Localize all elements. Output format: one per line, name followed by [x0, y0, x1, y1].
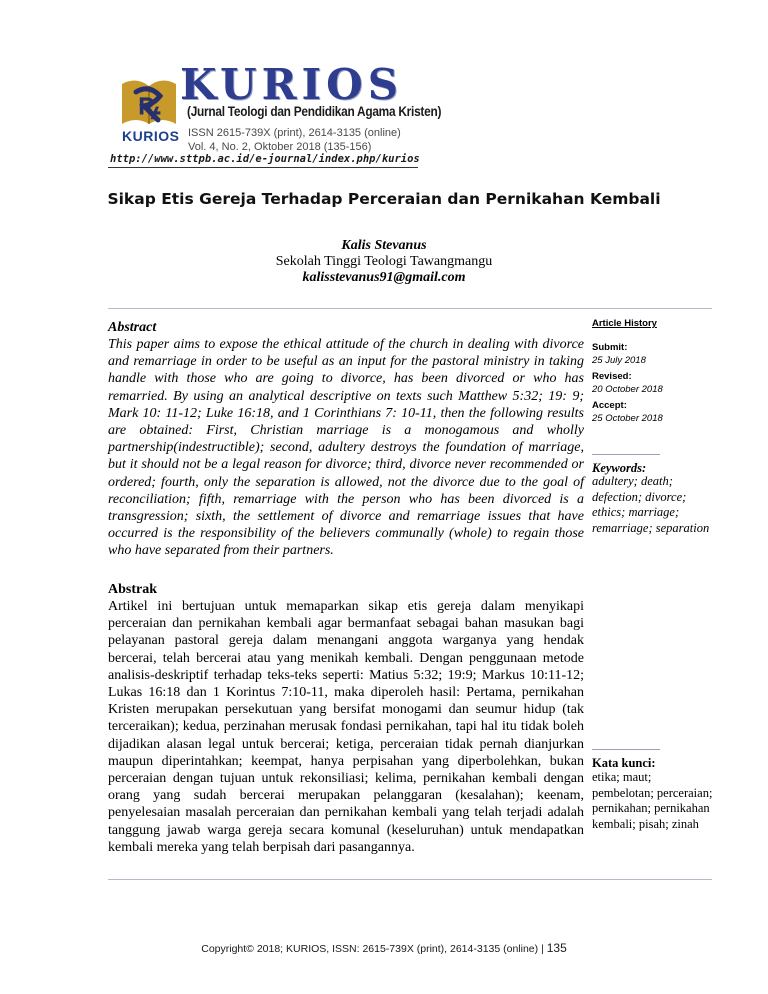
accept-date: 25 October 2018	[592, 413, 663, 424]
accept-label: Accept	[592, 400, 624, 411]
journal-url[interactable]: http://www.sttpb.ac.id/e-journal/index.php/kurios	[110, 153, 420, 165]
header-divider	[108, 167, 418, 168]
kata-kunci-heading: Kata kunci:	[592, 756, 656, 770]
page-number: 135	[546, 941, 567, 955]
footer-copyright: Copyright© 2018; KURIOS, ISSN: 2615-739X (print), 2614-3135 (online) |	[201, 943, 544, 955]
keywords-divider	[592, 454, 660, 455]
journal-subtitle: (Jurnal Teologi dan Pendidikan Agama Kristen)	[187, 104, 442, 119]
submit-label: Submit	[592, 342, 625, 353]
keywords-heading: Keywords:	[592, 461, 647, 475]
journal-logo-emblem	[118, 74, 180, 130]
keywords-list: adultery; death; defection; divorce; ethics; marriage; remarriage; separation	[592, 474, 710, 535]
kata-kunci-list: etika; maut; pembelotan; perceraian; pernikahan; pernikahan kembali; pisah; zinah	[592, 770, 713, 831]
kata-kunci-divider	[592, 749, 660, 750]
journal-issn: ISSN 2615-739X (print), 2614-3135 (online)	[188, 127, 401, 139]
author-affiliation: Sekolah Tinggi Teologi Tawangmangu	[275, 254, 493, 269]
logo-caption: KURIOS	[122, 128, 180, 144]
abstract-heading: Abstract	[108, 320, 157, 335]
author-email[interactable]: kalisstevanus91@gmail.com	[302, 270, 466, 285]
svg-text:ꝶ: ꝶ	[137, 87, 161, 122]
page-footer	[0, 941, 768, 955]
abstract-text: This paper aims to expose the ethical attitude of the church in dealing with divorce and remarriage in order to be useful as an input for the pastoral ministry in taking handle with those who are going to divorce, has been divorced or who has remarried. By using an analytical descriptive on texts such Matthew 5:32; 19: 9; Mark 10: 11-12; Luke 16:18, and 1 Corinthians 7: 10-11, then the following results are obtained: First, Christian marriage is a monogamous and wholly partnership(indestructible); second, adultery destroys the foundation of marriage, but it should not be a legal reason for divorce; third, divorce never recommended or ordered; fourth, only the separation is allowed, not the divorce due to the goal of reconciliation; fifth, remarriage with the person who has been divorced is a transgression; sixth, the settlement of divorce and remarriage issues that have occurred is the responsibility of the believers communally (whole) to regain those who have separated from their partners.	[108, 337, 584, 559]
article-author: Kalis Stevanus	[341, 238, 427, 253]
revised-label: Revised	[592, 371, 629, 382]
abstract-top-divider	[108, 308, 712, 309]
abstract-bottom-divider	[108, 879, 712, 880]
submit-date: 25 July 2018	[592, 355, 646, 366]
history-submit: Submit: 25 July 2018 Revised: 20 October 2018 Accept: 25 October 2018	[592, 342, 663, 424]
article-history-heading: Article History	[592, 318, 657, 329]
revised-date: 20 October 2018	[592, 384, 663, 395]
abstrak-heading: Abstrak	[108, 582, 158, 597]
abstrak-text: Artikel ini bertujuan untuk memaparkan sikap etis gereja dalam menyikapi perceraian dan pernikahan kembali agar bermanfaat sebagai bahan masukan bagi pelayanan pastoral gereja dalam menangani anggota warganya yang hendak bercerai, telah bercerai atau yang menikah kembali. Dengan penggunaan metode analisis-deskriptif terhadap teks-teks seperti: Matius 5:32; 19:9; Markus 10:11-12; Lukas 16:18 dan 1 Korintus 7:10-11, maka diperoleh hasil: Pertama, pernikahan Kristen merupakan persekutuan yang bersifat monogami dan seumur hidup (tak terceraikan); kedua, perzinahan merusak fondasi pernikahan, tapi hal itu tidak boleh dijadikan alasan legal untuk bercerai; ketiga, perceraian tidak pernah dianjurkan maupun diperintahkan; keempat, hanya perpisahan yang diperbolehkan, bukan perceraian dengan tujuan untuk rekonsiliasi; kelima, pernikahan kembali dengan orang yang sudah bercerai merupakan pelanggaran (kesalahan); keenam, penyelesaian masalah perceraian dan pernikahan kembali yang telah terjadi adalah tanggung jawab warga gereja secara komunal (keseluruhan) untuk mendapatkan kembali mereka yang telah berpisah dari pasangannya.	[108, 599, 584, 855]
article-title: Sikap Etis Gereja Terhadap Perceraian dan Pernikahan Kembali	[107, 190, 661, 208]
journal-volume: Vol. 4, No. 2, Oktober 2018 (135-156)	[188, 141, 372, 153]
journal-brand-name: KURIOS	[180, 60, 404, 109]
